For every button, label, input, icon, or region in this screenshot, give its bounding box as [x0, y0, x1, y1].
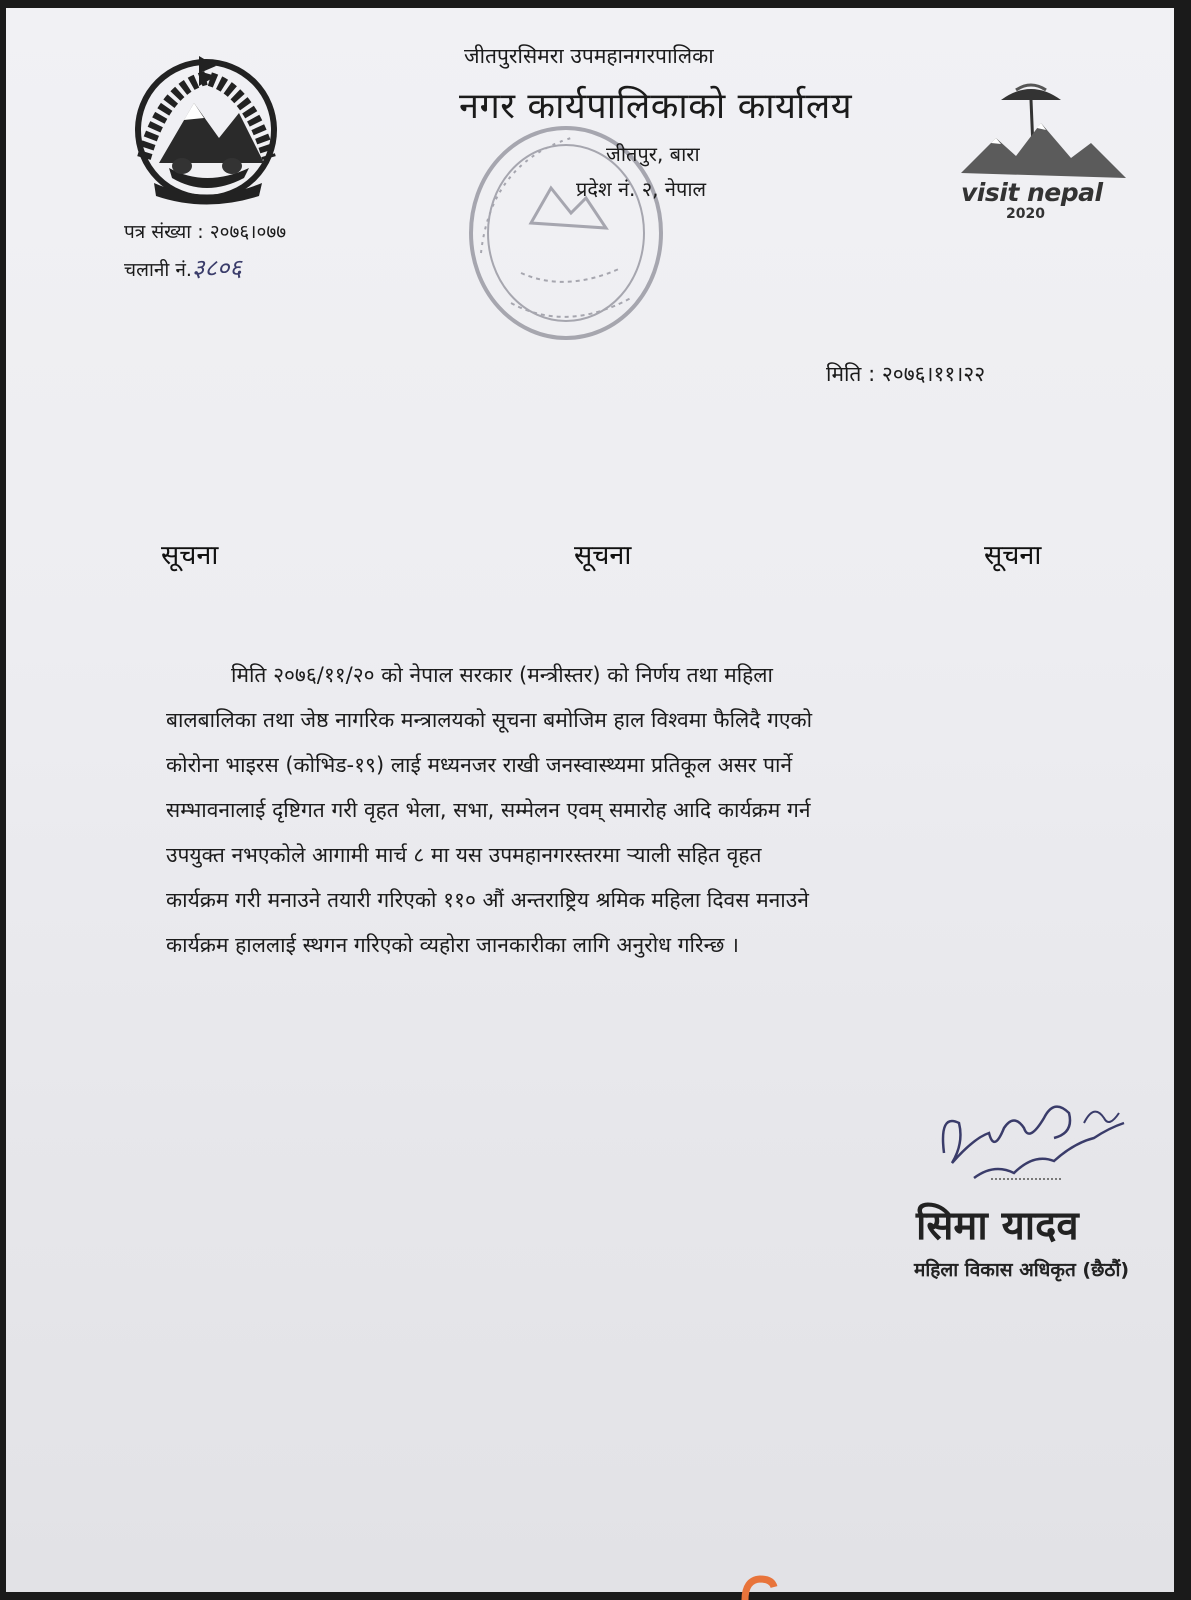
notice-line: मिति २०७६/११/२० को नेपाल सरकार (मन्त्रीस्तर) को निर्णय तथा महिला	[231, 663, 773, 687]
letter-page	[6, 8, 1174, 1592]
date-value: २०७६।११।२२	[881, 362, 986, 386]
letter-number-label: पत्र संख्या :	[124, 221, 204, 243]
visit-nepal-year: 2020	[1006, 206, 1045, 222]
notice-heading-center: सूचना	[574, 540, 632, 571]
dispatch-number-value: ३८०६	[191, 254, 242, 282]
signer-title: महिला विकास अधिकृत (छैठौं)	[914, 1259, 1130, 1281]
orange-mark-icon	[740, 1575, 778, 1600]
notice-line: उपयुक्त नभएकोले आगामी मार्च ८ मा यस उपमहानगरस्तरमा र्‍याली सहित वृहत	[166, 843, 762, 867]
notice-line: बालबालिका तथा जेष्ठ नागरिक मन्त्रालयको सूचना बमोजिम हाल विश्वमा फैलिदै गएको	[166, 708, 813, 732]
handwritten-signature-icon	[934, 1083, 1129, 1193]
nepal-emblem-icon	[124, 48, 289, 206]
signer-name: सिमा यादव	[916, 1203, 1079, 1249]
signature-dotted-line	[991, 1178, 1061, 1180]
visit-nepal-text: visit nepal	[961, 178, 1103, 207]
notice-line: कार्यक्रम गरी मनाउने तयारी गरिएको ११० औं अन्तराष्ट्रिय श्रमिक महिला दिवस मनाउने	[166, 888, 809, 912]
notice-line: कार्यक्रम हाललाई स्थगन गरिएको व्यहोरा जानकारीका लागि अनुरोध गरिन्छ ।	[166, 933, 739, 957]
city-line: जीतपुर, बारा	[606, 142, 700, 166]
notice-line: सम्भावनालाई दृष्टिगत गरी वृहत भेला, सभा, सम्मेलन एवम् समारोह आदि कार्यक्रम गर्न	[166, 798, 811, 822]
notice-heading-right: सूचना	[984, 540, 1042, 571]
province-line: प्रदेश नं. २, नेपाल	[576, 177, 707, 201]
visit-nepal-logo	[961, 78, 1136, 228]
notice-body	[166, 653, 1096, 968]
notice-heading-left: सूचना	[161, 540, 219, 571]
municipality-name: जीतपुरसिमरा उपमहानगरपालिका	[464, 44, 714, 68]
notice-line: कोरोना भाइरस (कोभिड-१९) लाई मध्यनजर राखी जनस्वास्थ्यमा प्रतिकूल असर पार्ने	[166, 753, 793, 777]
letter-date	[826, 360, 985, 388]
dispatch-number-label: चलानी नं.	[124, 259, 192, 281]
dispatch-number	[124, 251, 242, 284]
letter-number-value: २०७६।०७७	[209, 221, 287, 243]
letter-number	[124, 218, 286, 244]
office-name: नगर कार्यपालिकाको कार्यालय	[459, 86, 853, 127]
umbrella-mountain-icon	[961, 78, 1136, 188]
date-label: मिति :	[826, 362, 876, 386]
